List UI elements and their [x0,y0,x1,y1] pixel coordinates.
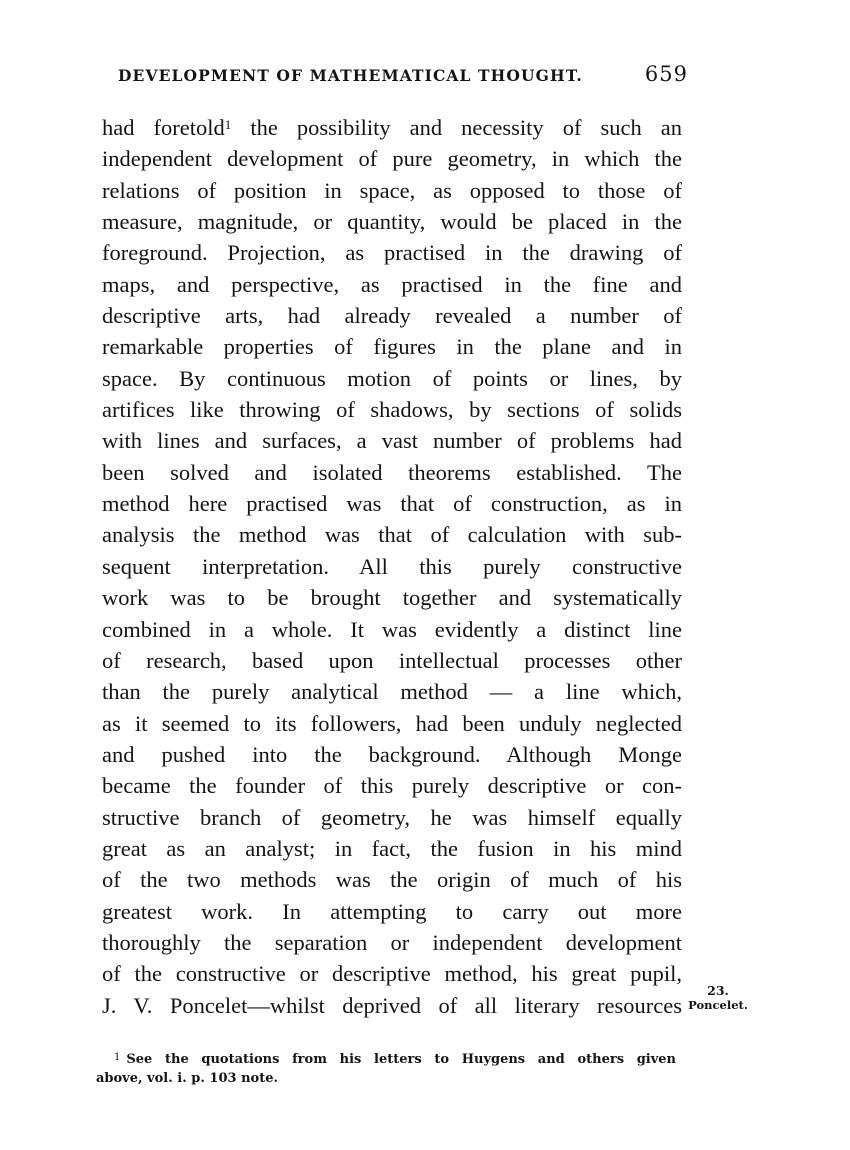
footnote-reference: 1 [224,117,232,132]
text-line: sequent interpretation. All this purely constructive [102,553,682,579]
text-line: descriptive arts, had already revealed a number of [102,303,682,329]
text-line: foreground. Projection, as practised in the drawing of [102,240,682,266]
text-line: independent development of pure geometry, in which the [102,146,682,172]
text-line: of the constructive or descriptive method, his great pupil, [102,961,682,987]
text-line: of research, based upon intellectual processes other [102,647,682,673]
text-line: maps, and perspective, as practised in the fine and [102,271,682,297]
text-line: thoroughly the separation or independent development [102,929,682,955]
footnote-line: above, vol. i. p. 103 note. [96,1071,278,1086]
text-line: and pushed into the background. Although Monge [102,741,682,767]
text-line: greatest work. In attempting to carry out more [102,898,682,924]
text-line: than the purely analytical method — a line which, [102,679,682,705]
body-text [102,112,682,1021]
text-line: structive branch of geometry, he was himself equally [102,804,682,830]
text-line: method here practised was that of construction, as in [102,491,682,517]
text-line: great as an analyst; in fact, the fusion in his mind [102,835,682,861]
text-line: became the founder of this purely descriptive or con- [102,773,682,799]
footnote [96,1048,676,1088]
footnote-text: See the quotations from his letters to Huygens and others given [126,1052,676,1067]
text-line: J. V. Poncelet—whilst deprived of all literary resources [102,992,682,1018]
text-line: remarkable properties of figures in the plane and in [102,334,682,360]
text-line: combined in a whole. It was evidently a distinct line [102,616,682,642]
text-line-start: had foretold [102,115,225,140]
text-line: with lines and surfaces, a vast number of problems had [102,428,682,454]
text-line: artifices like throwing of shadows, by sections of solids [102,397,682,423]
margin-note-number: 23. [707,983,729,998]
page-number: 659 [644,62,688,86]
text-line: work was to be brought together and systematically [102,585,682,611]
footnote-line [96,1048,676,1069]
running-header [118,62,688,86]
text-line: measure, magnitude, or quantity, would be placed in the [102,209,682,235]
text-line-rest: the possibility and necessity of such an [250,115,682,140]
text-line: space. By continuous motion of points or lines, by [102,365,682,391]
text-line: as it seemed to its followers, had been unduly neglected [102,710,682,736]
margin-note-label: Poncelet. [688,998,748,1012]
text-line: relations of position in space, as opposed to those of [102,177,682,203]
margin-note [683,984,753,1012]
text-line: of the two methods was the origin of much of his [102,867,682,893]
footnote-mark: 1 [114,1052,121,1063]
text-line: analysis the method was that of calculation with sub- [102,522,682,548]
text-line [102,112,682,143]
text-line: been solved and isolated theorems established. The [102,459,682,485]
running-title: DEVELOPMENT OF MATHEMATICAL THOUGHT. [118,66,583,85]
